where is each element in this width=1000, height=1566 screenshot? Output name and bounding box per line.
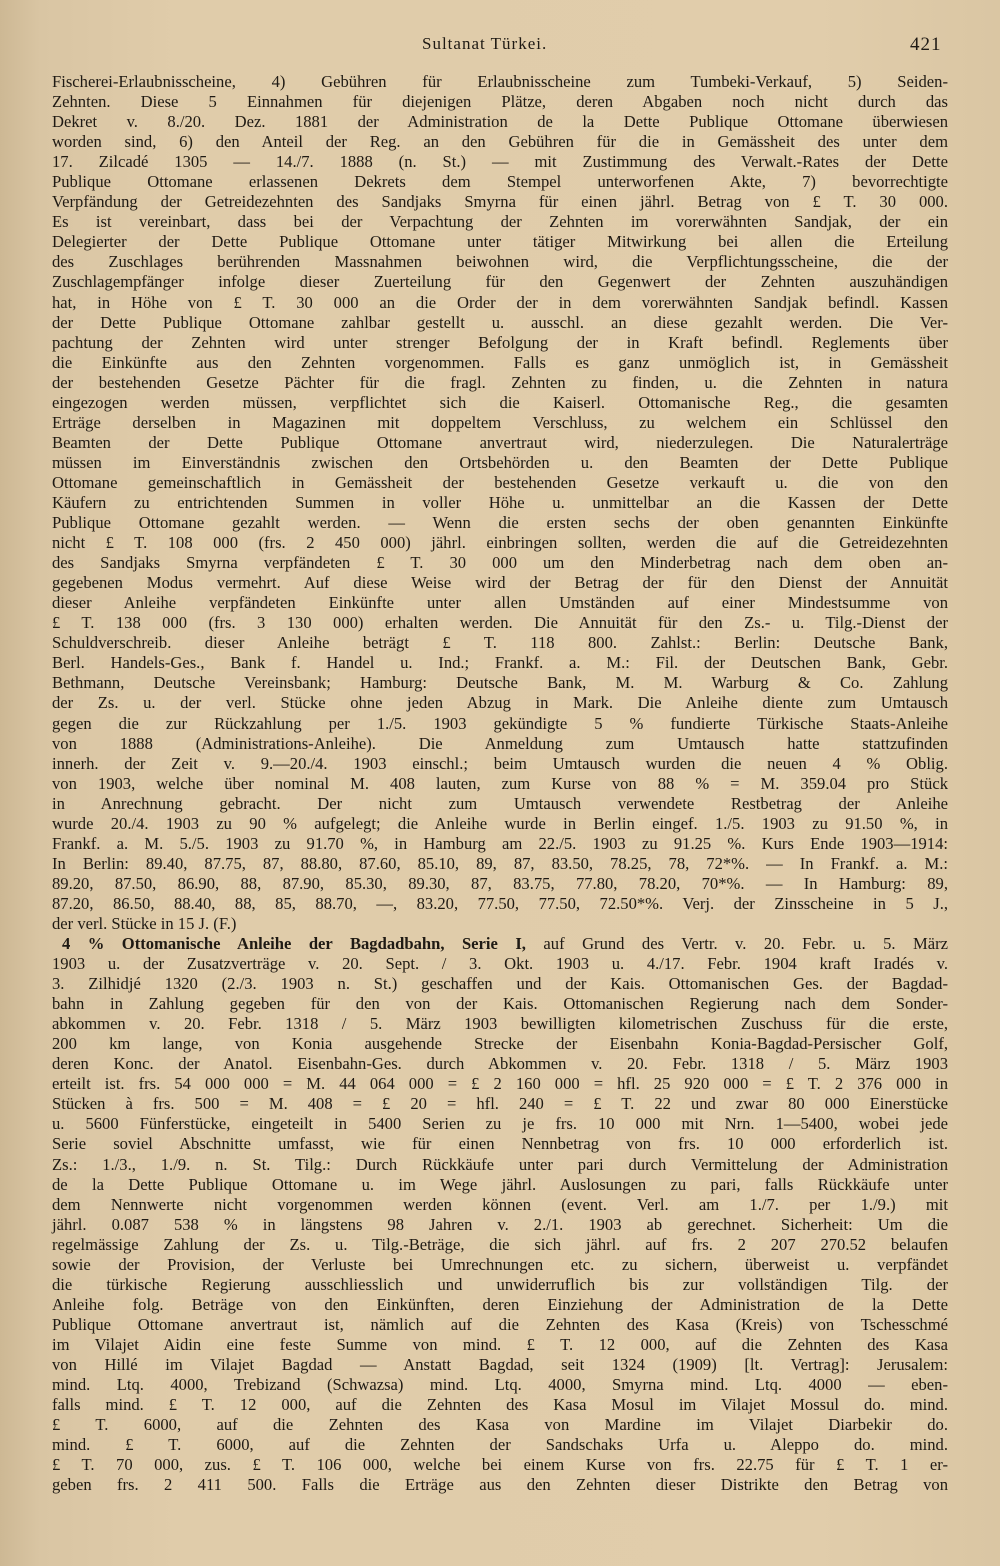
page-header [0,34,1000,58]
paragraph-bagdadbahn-loan [52,934,948,1495]
text-line: Frankf. a. M. 5./5. 1903 zu 91.70 %, in Hamburg am 22./5. 1903 zu 91.25 %. Kurs Ende 1903—1914: [52,833,948,853]
text-line: im Vilajet Aidin eine feste Summe von mind. £ T. 12 000, auf die Zehnten des Kasa [52,1334,948,1354]
text-line: nicht £ T. 108 000 (frs. 2 450 000) jährl. einbringen sollten, werden die auf die Getreidezehnten [52,533,948,553]
text-line: der Zs. u. der verl. Stücke ohne jeden Abzug in Mark. Die Anleihe diente zum Umtausch [52,693,948,713]
text-line: wurde 20./4. 1903 zu 90 % aufgelegt; die Anleihe wurde in Berlin eingef. 1./5. 1903 zu 91.50 %, in [52,813,948,833]
text-line: von 1903, welche über nominal M. 408 lauten, zum Kurse von 88 % = M. 359.04 pro Stück [52,773,948,793]
text-line: Es ist vereinbart, dass bei der Verpachtung der Zehnten im vorerwähnten Sandjak, der ein [52,212,948,232]
text-line: der bestehenden Gesetze Pächter für die fragl. Zehnten zu finden, u. die Zehnten in natura [52,372,948,392]
text-line: innerh. der Zeit v. 9.—20./4. 1903 einschl.; beim Umtausch wurden die neuen 4 % Oblig. [52,753,948,773]
text-line: Ottomane gemeinschaftlich in Gemässheit der bestehenden Gesetze verkauft u. die von den [52,472,948,492]
text-line: Delegierter der Dette Publique Ottomane unter tätiger Mitwirkung bei allen die Erteilung [52,232,948,252]
text-line: von Hillé im Vilajet Bagdad — Anstatt Bagdad, seit 1324 (1909) [lt. Vertrag]: Jerusalem: [52,1355,948,1374]
text-line: Anleihe folg. Beträge von den Einkünften, deren Einziehung der Administration de la Dette [52,1294,948,1314]
text-line: Fischerei-Erlaubnisscheine, 4) Gebühren für Erlaubnisscheine zum Tumbeki-Verkauf, 5) Seiden- [52,72,948,91]
text-line: Schuldverschreib. dieser Anleihe beträgt £ T. 118 800. Zahlst.: Berlin: Deutsche Bank, [52,633,948,653]
text-line: Berl. Handels-Ges., Bank f. Handel u. Ind.; Frankf. a. M.: Fil. der Deutschen Bank, Gebr. [52,653,948,673]
text-line: die türkische Regierung ausschliesslich und unwiderruflich bis zur vollständigen Tilg. der [52,1274,948,1294]
text-line: hat, in Höhe von £ T. 30 000 an die Order der in dem vorerwähnten Sandjak befindl. Kassen [52,292,948,312]
text-line: Bethmann, Deutsche Vereinsbank; Hamburg: Deutsche Bank, M. M. Warburg & Co. Zahlung [52,673,948,693]
section-heading: 4 % Ottomanische Anleihe der Bagdadbahn, Serie I, [62,934,526,954]
section-first-line-rest: auf Grund des Vertr. v. 20. Febr. u. 5. März [543,934,948,954]
text-line: Dekret v. 8./20. Dez. 1881 der Administration de la Dette Publique Ottomane überwiesen [52,112,948,132]
text-line: von 1888 (Administrations-Anleihe). Die Anmeldung zum Umtausch hatte stattzufinden [52,733,948,753]
text-line: 17. Zilcadé 1305 — 14./7. 1888 (n. St.) — mit Zustimmung des Verwalt.-Rates der Dette [52,152,948,172]
text-line: erteilt ist. frs. 54 000 000 = M. 44 064 000 = £ 2 160 000 = hfl. 25 920 000 = £ T. 2 376 000 in [52,1074,948,1094]
running-title: Sultanat Türkei. [422,34,548,53]
text-line: des Zuschlages berührenden Massnahmen beiwohnen wird, die Verpflichtungsscheine, die der [52,252,948,272]
text-line: sowie der Provision, der Verluste bei Umrechnungen etc. zu sichern, überweist u. verpfändet [52,1254,948,1274]
text-line: des Sandjaks Smyrna verpfändeten £ T. 30 000 um den Minderbetrag nach dem oben an- [52,553,948,573]
text-line: Käufern zu entrichtenden Summen in voller Höhe u. unmittelbar an die Kassen der Dette [52,492,948,512]
text-line: mind. Ltq. 4000, Trebizand (Schwazsa) mind. Ltq. 4000, Smyrna mind. Ltq. 4000 — eben- [52,1375,948,1395]
text-line: Verpfändung der Getreidezehnten des Sandjaks Smyrna für einen jährl. Betrag von £ T. 30 000. [52,192,948,212]
text-line: gegebenen Modus vermehrt. Auf diese Weise wird der Betrag der für den Dienst der Annuität [52,573,948,593]
text-line: In Berlin: 89.40, 87.75, 87, 88.80, 87.60, 85.10, 89, 87, 83.50, 78.25, 78, 72*%. — In Frankf. a. M.: [52,853,948,873]
text-line: jährl. 0.087 538 % in längstens 98 Jahren v. 2./1. 1903 ab gerechnet. Sicherheit: Um die [52,1214,948,1234]
text-line: Publique Ottomane gezahlt werden. — Wenn die ersten sechs der oben genannten Einkünfte [52,513,948,533]
text-line: abkommen v. 20. Febr. 1318 / 5. März 1903 bewilligten kilometrischen Zuschuss für die erste, [52,1014,948,1034]
text-line: dieser Anleihe verpfändeten Einkünfte unter allen Umständen auf einer Mindestsumme von [52,593,948,613]
text-line: deren Konc. der Anatol. Eisenbahn-Ges. durch Abkommen v. 20. Febr. 1318 / 5. März 1903 [52,1054,948,1074]
text-line: in Anrechnung gebracht. Der nicht zum Umtausch verwendete Restbetrag der Anleihe [52,793,948,813]
paragraph-turkish-loan-revenues [52,72,948,934]
text-line: pachtung der Zehnten wird unter strenger Befolgung der in Kraft befindl. Reglements über [52,332,948,352]
text-line: Zehnten. Diese 5 Einnahmen für diejenigen Plätze, deren Abgaben noch nicht durch das [52,92,948,112]
body-text [52,72,948,1495]
text-line: u. 5600 Fünferstücke, eingeteilt in 5400 Serien zu je frs. 10 000 mit Nrn. 1—5400, wobei jede [52,1114,948,1134]
section-first-line [52,934,948,954]
text-line: regelmässige Zahlung der Zs. u. Tilg.-Beträge, die sich jährl. auf frs. 2 207 270.52 belaufen [52,1234,948,1254]
text-line: Serie soviel Abschnitte umfasst, wie für einen Nennbetrag von frs. 10 000 erforderlich ist. [52,1134,948,1154]
text-line: worden sind, 6) den Anteil der Reg. an den Gebühren für die in Gemässheit des unter dem [52,132,948,152]
text-line: falls mind. £ T. 12 000, auf die Zehnten des Kasa Mosul im Vilajet Mossul do. mind. [52,1395,948,1415]
text-line: £ T. 138 000 (frs. 3 130 000) erhalten werden. Die Annuität für den Zs.- u. Tilg.-Dienst der [52,613,948,633]
text-line: £ T. 70 000, zus. £ T. 106 000, welche bei einem Kurse von frs. 22.75 für £ T. 1 er- [52,1455,948,1475]
text-line: Zuschlagempfänger infolge dieser Zuerteilung für den Gegenwert der Zehnten auszuhändigen [52,272,948,292]
text-line: der verl. Stücke in 15 J. (F.) [52,913,237,933]
text-line: eingezogen werden müssen, verpflichtet sich die Kaiserl. Ottomanische Reg., die gesamten [52,392,948,412]
text-line: bahn in Zahlung gegeben für den von der Kais. Ottomanischen Regierung nach dem Sonder- [52,994,948,1014]
text-line: de la Dette Publique Ottomane u. im Wege jährl. Auslosungen zu pari, falls Rückkäufe unter [52,1174,948,1194]
text-line: 1903 u. der Zusatzverträge v. 20. Sept. / 3. Okt. 1903 u. 4./17. Febr. 1904 kraft Iradés v. [52,954,948,974]
text-line: geben frs. 2 411 500. Falls die Erträge aus den Zehnten dieser Distrikte den Betrag von [52,1475,948,1495]
text-line: der Dette Publique Ottomane zahlbar gestellt u. ausschl. an diese gezahlt werden. Die Ver- [52,312,948,332]
text-line: müssen im Einverständnis zwischen den Ortsbehörden u. den Beamten der Dette Publique [52,452,948,472]
text-line: £ T. 6000, auf die Zehnten des Kasa von Mardine im Vilajet Diarbekir do. [52,1415,948,1435]
text-line: die Einkünfte aus den Zehnten vorgenommen. Falls es ganz unmöglich ist, in Gemässheit [52,352,948,372]
text-line: Beamten der Dette Publique Ottomane anvertraut wird, niederzulegen. Die Naturalerträge [52,432,948,452]
text-line: 87.20, 86.50, 88.40, 88, 85, 88.70, —, 83.20, 77.50, 77.50, 72.50*%. Verj. der Zinsscheine in 5 J., [52,893,948,913]
text-line: Zs.: 1./3., 1./9. n. St. Tilg.: Durch Rückkäufe unter pari durch Vermittelung der Administration [52,1154,948,1174]
page-number: 421 [910,34,942,55]
text-line: Publique Ottomane anvertraut ist, nämlich auf die Zehnten des Kasa (Kreis) von Tschesschmé [52,1314,948,1334]
text-line: dem Nennwerte nicht vorgenommen werden können (event. Verl. am 1./7. per 1./9.) mit [52,1194,948,1214]
text-line: Publique Ottomane erlassenen Dekrets dem Stempel unterworfenen Akte, 7) bevorrechtigte [52,172,948,192]
text-line: mind. £ T. 6000, auf die Zehnten der Sandschaks Urfa u. Aleppo do. mind. [52,1435,948,1455]
text-line: 200 km lange, von Konia ausgehende Strecke der Eisenbahn Konia-Bagdad-Persischer Golf, [52,1034,948,1054]
text-line: 89.20, 87.50, 86.90, 88, 87.90, 85.30, 89.30, 87, 83.75, 77.80, 78.20, 70*%. — In Hamburg: 89, [52,873,948,893]
text-line: Stücken à frs. 500 = M. 408 = £ 20 = hfl. 240 = £ T. 22 und zwar 80 000 Einerstücke [52,1094,948,1114]
text-line: gegen die zur Rückzahlung per 1./5. 1903 gekündigte 5 % fundierte Türkische Staats-Anleihe [52,713,948,733]
text-line: 3. Zilhidjé 1320 (2./3. 1903 n. St.) geschaffen und der Kais. Ottomanischen Ges. der Bagdad- [52,974,948,994]
text-line: Erträge derselben in Magazinen mit doppeltem Verschluss, zu welchem ein Schlüssel den [52,412,948,432]
